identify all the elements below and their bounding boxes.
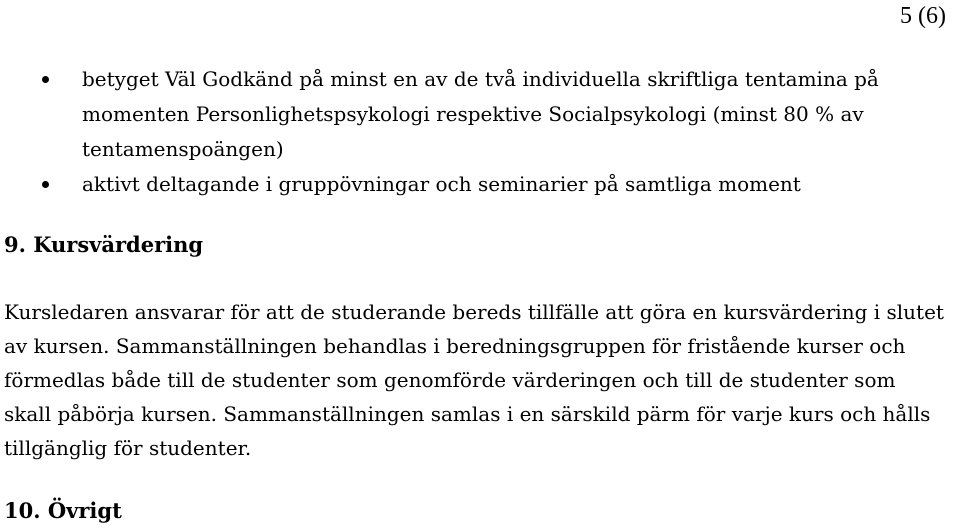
bullet-icon — [42, 181, 49, 188]
list-item-text: betyget Väl Godkänd på minst en av de två individuella skriftliga tentamina på momenten Personlighetspsykologi respektive Socialpsykologi (minst 80 % av tentamenspoängen) — [82, 67, 879, 161]
bullet-icon — [42, 76, 49, 83]
section-heading-kursvardering: 9. Kursvärdering — [4, 232, 204, 257]
list-item-text: aktivt deltagande i gruppövningar och seminarier på samtliga moment — [82, 172, 801, 196]
list-item — [0, 167, 960, 202]
grading-requirements-list — [0, 62, 960, 202]
section-heading-ovrigt: 10. Övrigt — [4, 498, 122, 523]
kursvardering-paragraph: Kursledaren ansvarar för att de studerande bereds tillfälle att göra en kursvärdering i slutet av kursen. Sammanställningen behandlas i beredningsgruppen för fristående kurser och förmedlas både till de studenter som genomförde värderingen och till de studenter som skall påbörja kursen. Sammanställningen samlas i en särskild pärm för varje kurs och hålls tillgänglig för studenter. — [4, 300, 944, 460]
page-number: 5 (6) — [900, 3, 946, 29]
list-item — [0, 62, 960, 167]
